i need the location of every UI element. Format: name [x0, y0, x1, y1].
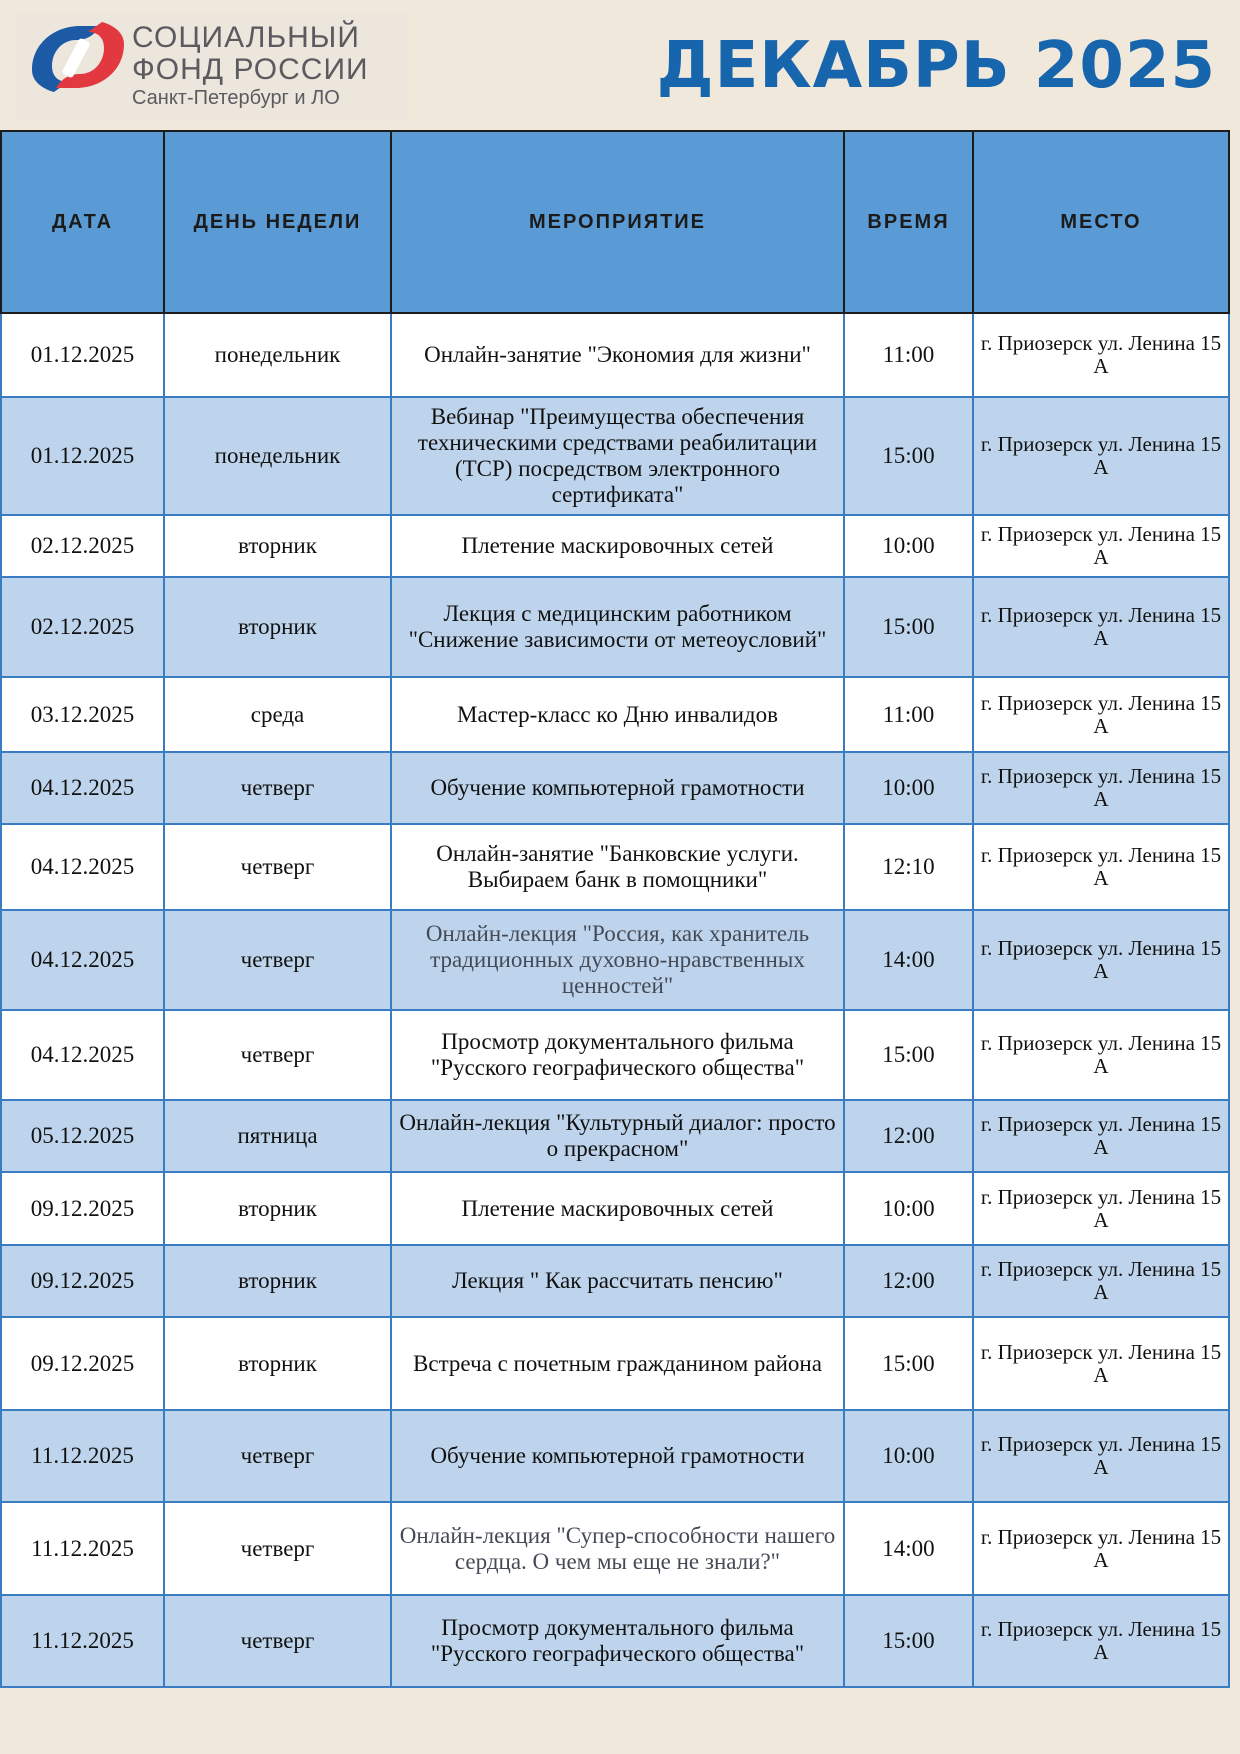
cell-place: г. Приозерск ул. Ленина 15 А	[973, 752, 1229, 824]
cell-date: 09.12.2025	[1, 1172, 164, 1245]
cell-event: Встреча с почетным гражданином района	[391, 1317, 844, 1410]
cell-date: 02.12.2025	[1, 577, 164, 677]
cell-date: 04.12.2025	[1, 910, 164, 1010]
logo-text-line3: Санкт-Петербург и ЛО	[132, 87, 340, 109]
cell-event: Мастер-класс ко Дню инвалидов	[391, 677, 844, 752]
cell-time: 11:00	[844, 313, 973, 397]
cell-time: 15:00	[844, 1010, 973, 1100]
cell-event: Вебинар "Преимущества обеспечения техническими средствами реабилитации (ТСР) посредством электронного сертификата"	[391, 397, 844, 515]
cell-date: 11.12.2025	[1, 1502, 164, 1595]
table-row	[1, 1245, 1229, 1317]
cell-time: 15:00	[844, 397, 973, 515]
cell-time: 10:00	[844, 515, 973, 577]
cell-time: 10:00	[844, 752, 973, 824]
cell-place: г. Приозерск ул. Ленина 15 А	[973, 677, 1229, 752]
cell-date: 01.12.2025	[1, 397, 164, 515]
cell-time: 15:00	[844, 577, 973, 677]
cell-place: г. Приозерск ул. Ленина 15 А	[973, 1172, 1229, 1245]
table-row	[1, 397, 1229, 515]
table-row	[1, 1595, 1229, 1687]
cell-weekday: четверг	[164, 910, 391, 1010]
cell-date: 04.12.2025	[1, 752, 164, 824]
page-footer	[0, 1704, 1240, 1754]
cell-place: г. Приозерск ул. Ленина 15 А	[973, 1010, 1229, 1100]
cell-date: 09.12.2025	[1, 1317, 164, 1410]
cell-weekday: вторник	[164, 1317, 391, 1410]
cell-time: 12:00	[844, 1245, 973, 1317]
table-row	[1, 824, 1229, 910]
cell-place: г. Приозерск ул. Ленина 15 А	[973, 515, 1229, 577]
cell-date: 04.12.2025	[1, 824, 164, 910]
cell-weekday: вторник	[164, 577, 391, 677]
cell-event: Просмотр документального фильма "Русского географического общества"	[391, 1010, 844, 1100]
cell-weekday: четверг	[164, 1595, 391, 1687]
cell-place: г. Приозерск ул. Ленина 15 А	[973, 313, 1229, 397]
cell-place: г. Приозерск ул. Ленина 15 А	[973, 1502, 1229, 1595]
cell-event: Обучение компьютерной грамотности	[391, 752, 844, 824]
logo-text-line1: СОЦИАЛЬНЫЙ	[132, 21, 360, 54]
cell-weekday: вторник	[164, 1245, 391, 1317]
cell-time: 11:00	[844, 677, 973, 752]
cell-date: 11.12.2025	[1, 1595, 164, 1687]
cell-time: 10:00	[844, 1410, 973, 1502]
cell-place: г. Приозерск ул. Ленина 15 А	[973, 1410, 1229, 1502]
cell-event: Онлайн-лекция "Культурный диалог: просто о прекрасном"	[391, 1100, 844, 1172]
cell-weekday: понедельник	[164, 397, 391, 515]
table-row	[1, 515, 1229, 577]
table-row	[1, 1410, 1229, 1502]
cell-event: Онлайн-занятие "Банковские услуги. Выбираем банк в помощники"	[391, 824, 844, 910]
cell-event: Обучение компьютерной грамотности	[391, 1410, 844, 1502]
cell-event: Плетение маскировочных сетей	[391, 515, 844, 577]
cell-date: 11.12.2025	[1, 1410, 164, 1502]
table-row	[1, 1502, 1229, 1595]
cell-place: г. Приозерск ул. Ленина 15 А	[973, 577, 1229, 677]
cell-event: Онлайн-лекция "Супер-способности нашего сердца. О чем мы еще не знали?"	[391, 1502, 844, 1595]
cell-weekday: четверг	[164, 1502, 391, 1595]
cell-date: 03.12.2025	[1, 677, 164, 752]
cell-event: Онлайн-лекция "Россия, как хранитель традиционных духовно-нравственных ценностей"	[391, 910, 844, 1010]
cell-event: Лекция " Как рассчитать пенсию"	[391, 1245, 844, 1317]
cell-time: 12:10	[844, 824, 973, 910]
cell-date: 09.12.2025	[1, 1245, 164, 1317]
sfr-logo-icon	[24, 18, 132, 96]
table-header-row	[1, 131, 1229, 313]
table-row	[1, 1172, 1229, 1245]
logo-text-line2: ФОНД РОССИИ	[132, 53, 369, 86]
table-row	[1, 1100, 1229, 1172]
cell-time: 15:00	[844, 1595, 973, 1687]
cell-weekday: четверг	[164, 752, 391, 824]
table-row	[1, 313, 1229, 397]
header-time: ВРЕМЯ	[844, 131, 973, 313]
cell-event: Онлайн-занятие "Экономия для жизни"	[391, 313, 844, 397]
cell-weekday: четверг	[164, 1410, 391, 1502]
cell-place: г. Приозерск ул. Ленина 15 А	[973, 1245, 1229, 1317]
table-row	[1, 1317, 1229, 1410]
cell-event: Плетение маскировочных сетей	[391, 1172, 844, 1245]
logo	[16, 14, 408, 120]
cell-place: г. Приозерск ул. Ленина 15 А	[973, 910, 1229, 1010]
cell-weekday: четверг	[164, 1010, 391, 1100]
cell-weekday: четверг	[164, 824, 391, 910]
cell-date: 02.12.2025	[1, 515, 164, 577]
cell-place: г. Приозерск ул. Ленина 15 А	[973, 1595, 1229, 1687]
header-date: ДАТА	[1, 131, 164, 313]
cell-date: 05.12.2025	[1, 1100, 164, 1172]
header-weekday: ДЕНЬ НЕДЕЛИ	[164, 131, 391, 313]
page-title: ДЕКАБРЬ 2025	[656, 29, 1216, 103]
cell-time: 14:00	[844, 1502, 973, 1595]
cell-place: г. Приозерск ул. Ленина 15 А	[973, 1317, 1229, 1410]
table-row	[1, 752, 1229, 824]
cell-event: Лекция с медицинским работником "Снижение зависимости от метеоусловий"	[391, 577, 844, 677]
cell-date: 04.12.2025	[1, 1010, 164, 1100]
table-row	[1, 577, 1229, 677]
cell-weekday: среда	[164, 677, 391, 752]
cell-place: г. Приозерск ул. Ленина 15 А	[973, 824, 1229, 910]
header-event: МЕРОПРИЯТИЕ	[391, 131, 844, 313]
cell-place: г. Приозерск ул. Ленина 15 А	[973, 397, 1229, 515]
cell-time: 12:00	[844, 1100, 973, 1172]
cell-weekday: вторник	[164, 1172, 391, 1245]
cell-event: Просмотр документального фильма "Русского географического общества"	[391, 1595, 844, 1687]
cell-weekday: понедельник	[164, 313, 391, 397]
cell-date: 01.12.2025	[1, 313, 164, 397]
cell-weekday: пятница	[164, 1100, 391, 1172]
page-header	[0, 0, 1240, 128]
cell-time: 10:00	[844, 1172, 973, 1245]
table-row	[1, 910, 1229, 1010]
cell-weekday: вторник	[164, 515, 391, 577]
table-row	[1, 677, 1229, 752]
schedule-table	[0, 130, 1230, 1688]
cell-time: 14:00	[844, 910, 973, 1010]
table-row	[1, 1010, 1229, 1100]
header-place: МЕСТО	[973, 131, 1229, 313]
cell-time: 15:00	[844, 1317, 973, 1410]
cell-place: г. Приозерск ул. Ленина 15 А	[973, 1100, 1229, 1172]
